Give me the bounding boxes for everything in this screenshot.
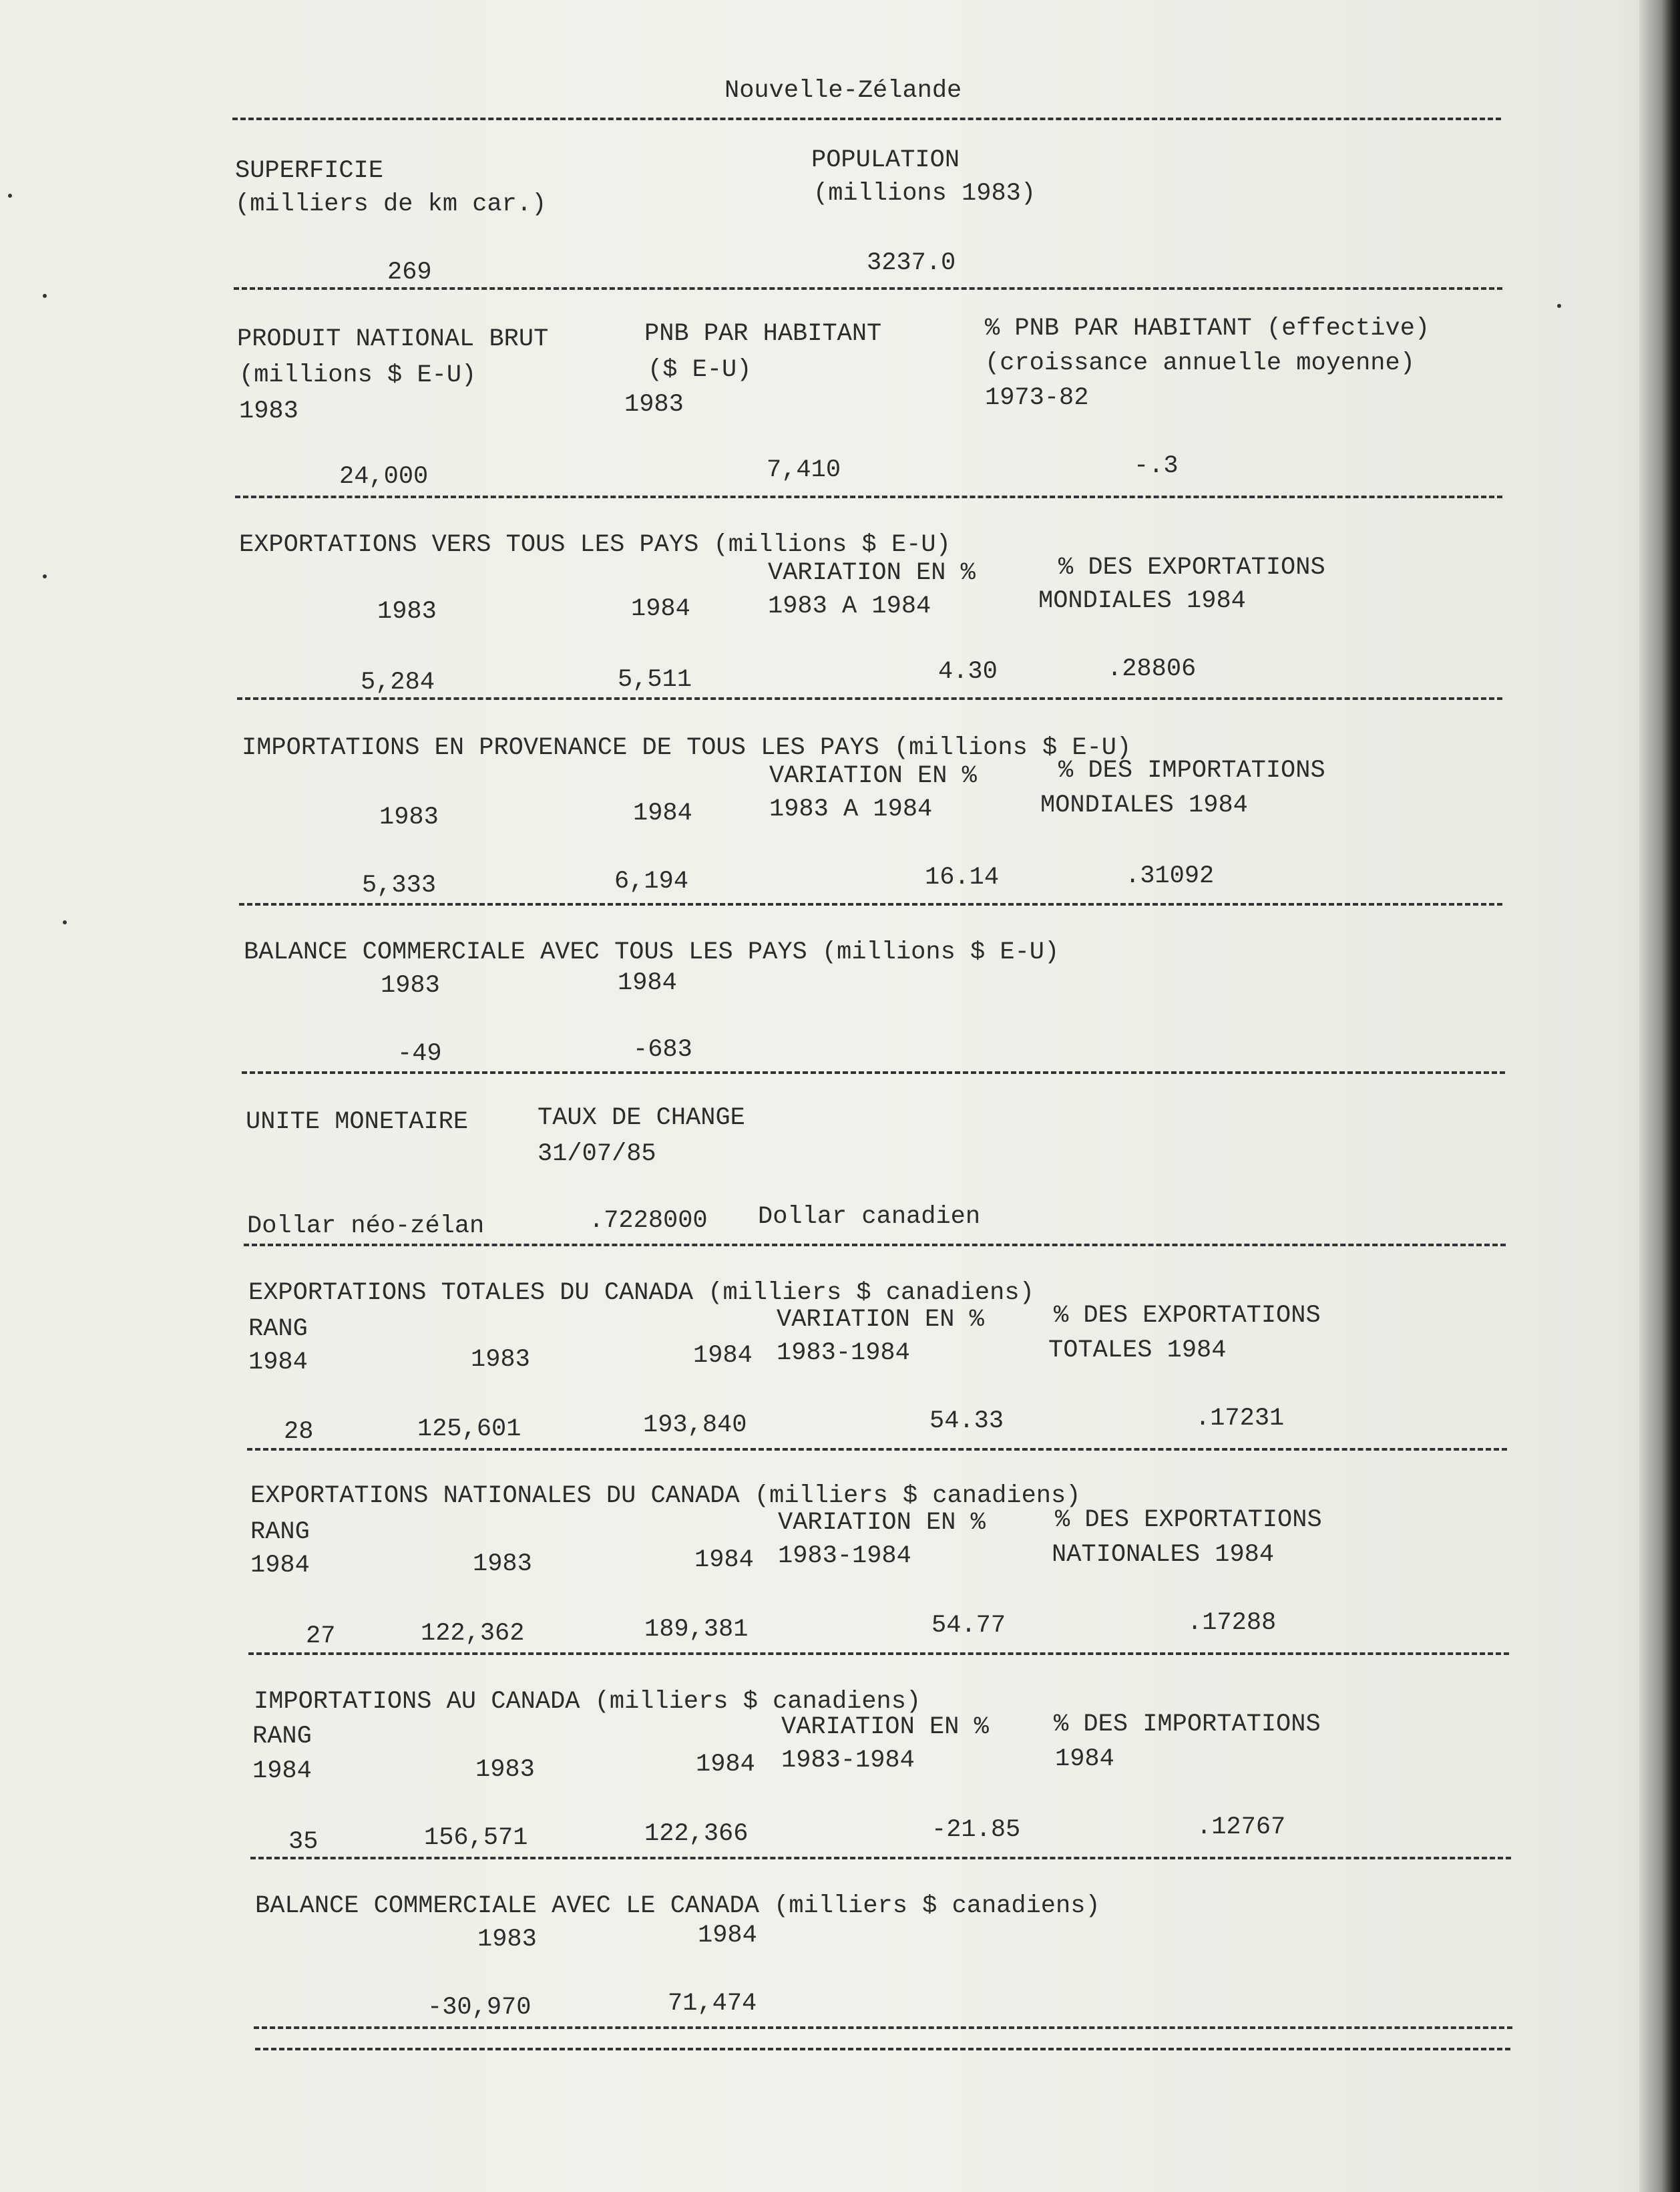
pct-pnb-unit: (croissance annuelle moyenne) bbox=[985, 349, 1415, 377]
value-1983: 156,571 bbox=[424, 1824, 528, 1852]
exchange-rate-date: 31/07/85 bbox=[538, 1140, 656, 1168]
share-value: .31092 bbox=[1125, 862, 1215, 890]
year-1983: 1983 bbox=[477, 1926, 537, 1954]
share-label: % DES EXPORTATIONS bbox=[1055, 1506, 1322, 1534]
rank-label: RANG bbox=[248, 1315, 308, 1343]
pct-pnb-years: 1973-82 bbox=[985, 384, 1089, 412]
pnb-habitant-unit: ($ E-U) bbox=[648, 356, 752, 384]
variation-label: VARIATION EN % bbox=[778, 1509, 986, 1537]
share-unit: 1984 bbox=[1055, 1745, 1114, 1773]
exports-world-heading: EXPORTATIONS VERS TOUS LES PAYS (millions $ E-U) bbox=[239, 531, 951, 559]
pct-pnb-label: % PNB PAR HABITANT (effective) bbox=[985, 315, 1430, 343]
pnb-habitant-label: PNB PAR HABITANT bbox=[644, 320, 882, 348]
separator bbox=[244, 1244, 1506, 1246]
punch-mark bbox=[43, 294, 47, 298]
year-1983: 1983 bbox=[377, 598, 437, 626]
year-1983: 1983 bbox=[475, 1756, 535, 1784]
canada-total-exports-heading: EXPORTATIONS TOTALES DU CANADA (milliers $ canadiens) bbox=[248, 1279, 1034, 1307]
population-label: POPULATION bbox=[811, 146, 960, 174]
value-1983: -49 bbox=[397, 1040, 442, 1068]
pnb-year: 1983 bbox=[239, 397, 298, 425]
currency-unit-label: UNITE MONETAIRE bbox=[246, 1108, 469, 1136]
separator bbox=[234, 287, 1502, 290]
variation-value: 16.14 bbox=[925, 864, 1000, 892]
value-1983: 122,362 bbox=[421, 1620, 525, 1648]
year-1983: 1983 bbox=[471, 1346, 530, 1374]
share-value: .17288 bbox=[1187, 1609, 1277, 1637]
population-value: 3237.0 bbox=[867, 249, 956, 277]
separator bbox=[232, 118, 1501, 120]
variation-value: 54.77 bbox=[931, 1612, 1006, 1640]
share-value: .17231 bbox=[1195, 1405, 1285, 1433]
rank-value: 35 bbox=[288, 1828, 319, 1856]
separator bbox=[235, 496, 1502, 498]
year-1984: 1984 bbox=[633, 799, 692, 828]
pnb-label: PRODUIT NATIONAL BRUT bbox=[237, 325, 549, 353]
variation-years: 1983-1984 bbox=[781, 1747, 915, 1775]
variation-years: 1983-1984 bbox=[778, 1542, 911, 1570]
value-1983: 5,333 bbox=[362, 872, 437, 900]
rank-year: 1984 bbox=[250, 1551, 310, 1580]
balance-canada-heading: BALANCE COMMERCIALE AVEC LE CANADA (milliers $ canadiens) bbox=[255, 1892, 1100, 1920]
punch-mark bbox=[43, 574, 47, 578]
year-1984: 1984 bbox=[618, 969, 677, 997]
variation-label: VARIATION EN % bbox=[768, 559, 976, 587]
value-1984: 71,474 bbox=[668, 1990, 757, 2018]
year-1983: 1983 bbox=[379, 803, 439, 832]
variation-label: VARIATION EN % bbox=[769, 762, 977, 790]
variation-label: VARIATION EN % bbox=[777, 1306, 984, 1334]
separator bbox=[255, 2048, 1510, 2050]
year-1984: 1984 bbox=[696, 1751, 755, 1779]
share-value: .28806 bbox=[1107, 655, 1197, 683]
share-unit: NATIONALES 1984 bbox=[1052, 1541, 1275, 1569]
separator bbox=[237, 697, 1502, 700]
canada-domestic-exports-heading: EXPORTATIONS NATIONALES DU CANADA (milliers $ canadiens) bbox=[250, 1482, 1081, 1510]
pnb-habitant-value: 7,410 bbox=[767, 456, 841, 484]
separator bbox=[254, 2026, 1512, 2029]
rank-label: RANG bbox=[250, 1518, 310, 1546]
value-1984: 122,366 bbox=[644, 1820, 749, 1848]
variation-value: 4.30 bbox=[938, 658, 998, 686]
rank-year: 1984 bbox=[248, 1348, 308, 1377]
pct-pnb-value: -.3 bbox=[1134, 452, 1179, 480]
imports-world-heading: IMPORTATIONS EN PROVENANCE DE TOUS LES PAYS (millions $ E-U) bbox=[242, 734, 1132, 762]
exchange-rate-value: .7228000 bbox=[589, 1207, 708, 1235]
value-1983: 5,284 bbox=[361, 669, 435, 697]
value-1984: 6,194 bbox=[614, 868, 689, 896]
rank-value: 28 bbox=[284, 1418, 314, 1446]
share-label: % DES EXPORTATIONS bbox=[1058, 554, 1325, 582]
variation-value: -21.85 bbox=[931, 1816, 1021, 1844]
share-unit: MONDIALES 1984 bbox=[1040, 791, 1248, 819]
canadian-currency: Dollar canadien bbox=[758, 1203, 981, 1231]
page-title: Nouvelle-Zélande bbox=[724, 77, 962, 105]
variation-years: 1983 A 1984 bbox=[768, 592, 931, 620]
superficie-unit: (milliers de km car.) bbox=[235, 190, 547, 218]
separator bbox=[248, 1652, 1509, 1655]
value-1984: 193,840 bbox=[643, 1411, 747, 1439]
value-1984: 5,511 bbox=[618, 666, 692, 694]
superficie-label: SUPERFICIE bbox=[235, 157, 384, 185]
value-1984: 189,381 bbox=[644, 1616, 749, 1644]
pnb-habitant-year: 1983 bbox=[624, 391, 684, 419]
punch-mark bbox=[63, 920, 67, 924]
exchange-rate-label: TAUX DE CHANGE bbox=[538, 1104, 745, 1132]
page-edge-shadow bbox=[1639, 0, 1680, 2192]
value-1984: -683 bbox=[633, 1036, 692, 1064]
pnb-unit: (millions $ E-U) bbox=[239, 361, 477, 389]
separator bbox=[242, 1071, 1505, 1074]
year-1984: 1984 bbox=[631, 595, 690, 623]
share-unit: TOTALES 1984 bbox=[1048, 1336, 1227, 1364]
value-1983: -30,970 bbox=[427, 1994, 532, 2022]
separator bbox=[247, 1448, 1507, 1451]
rank-label: RANG bbox=[252, 1722, 312, 1751]
variation-label: VARIATION EN % bbox=[781, 1713, 989, 1741]
separator bbox=[250, 1857, 1511, 1859]
year-1983: 1983 bbox=[473, 1550, 532, 1578]
superficie-value: 269 bbox=[387, 258, 432, 287]
rank-value: 27 bbox=[306, 1622, 336, 1650]
value-1983: 125,601 bbox=[417, 1415, 521, 1443]
year-1983: 1983 bbox=[381, 972, 440, 1000]
balance-world-heading: BALANCE COMMERCIALE AVEC TOUS LES PAYS (millions $ E-U) bbox=[244, 938, 1060, 966]
share-label: % DES EXPORTATIONS bbox=[1054, 1302, 1321, 1330]
punch-mark bbox=[8, 194, 12, 198]
separator bbox=[239, 903, 1502, 906]
rank-year: 1984 bbox=[252, 1757, 312, 1785]
pnb-value: 24,000 bbox=[339, 463, 429, 491]
variation-value: 54.33 bbox=[929, 1407, 1004, 1435]
currency-name: Dollar néo-zélan bbox=[247, 1212, 485, 1240]
canada-imports-heading: IMPORTATIONS AU CANADA (milliers $ canadiens) bbox=[254, 1688, 921, 1716]
share-unit: MONDIALES 1984 bbox=[1038, 587, 1246, 615]
share-label: % DES IMPORTATIONS bbox=[1058, 757, 1325, 785]
variation-years: 1983 A 1984 bbox=[769, 795, 933, 824]
punch-mark bbox=[1557, 304, 1561, 308]
share-label: % DES IMPORTATIONS bbox=[1054, 1710, 1321, 1739]
year-1984: 1984 bbox=[698, 1922, 757, 1950]
population-unit: (millions 1983) bbox=[813, 180, 1036, 208]
variation-years: 1983-1984 bbox=[777, 1339, 910, 1367]
year-1984: 1984 bbox=[694, 1546, 754, 1574]
year-1984: 1984 bbox=[693, 1342, 753, 1370]
share-value: .12767 bbox=[1197, 1813, 1286, 1841]
